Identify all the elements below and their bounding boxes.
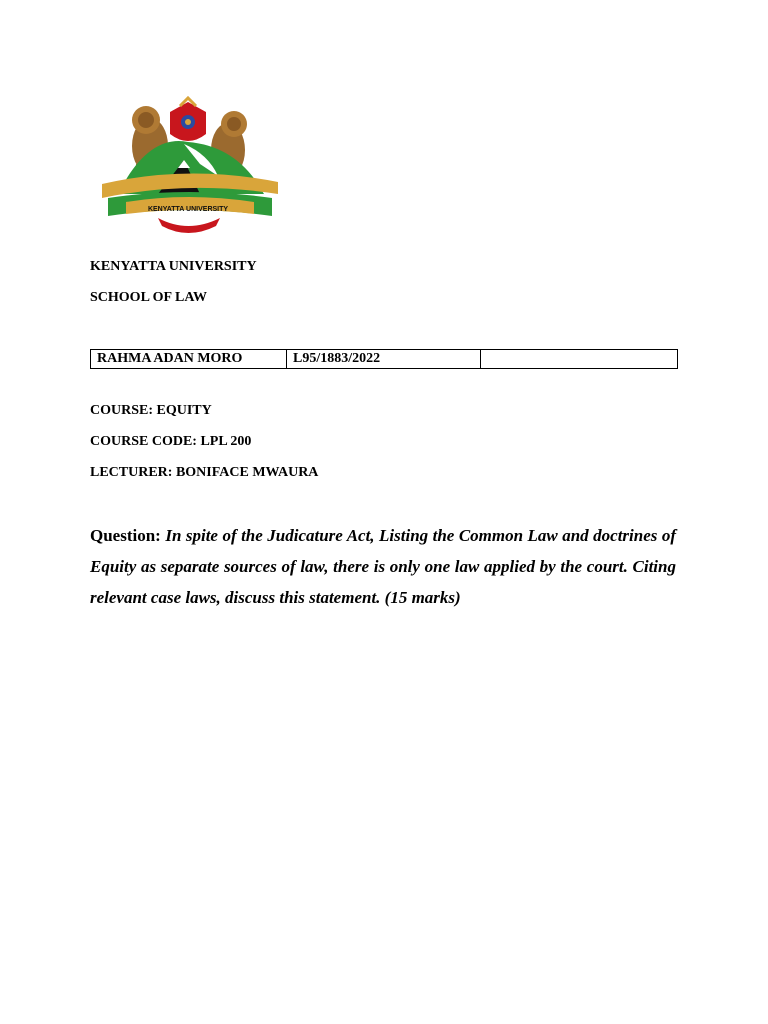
crest-banner-text: KENYATTA UNIVERSITY [147,206,229,213]
empty-cell [481,350,678,369]
student-name-cell: RAHMA ADAN MORO [91,350,287,369]
school-name: SCHOOL OF LAW [90,290,207,305]
course-name: COURSE: EQUITY [90,403,212,418]
crest-shield [170,98,206,141]
question-text: In spite of the Judicature Act, Listing the Common Law and doctrines of Equity as separate sources of law, there is only one law applied by the court. Citing relevant case laws, discuss this statement. (15 marks) [90,526,677,607]
course-code: COURSE CODE: LPL 200 [90,434,252,449]
question-label: Question: [90,526,161,545]
university-name: KENYATTA UNIVERSITY [90,259,257,274]
student-details-table [90,349,678,369]
registration-number-cell: L95/1883/2022 [287,350,481,369]
lecturer-name: LECTURER: BONIFACE MWAURA [90,465,319,480]
motto-banner [108,192,272,233]
university-crest-logo [88,94,288,240]
question-paragraph [90,520,676,613]
table-row [91,350,678,369]
